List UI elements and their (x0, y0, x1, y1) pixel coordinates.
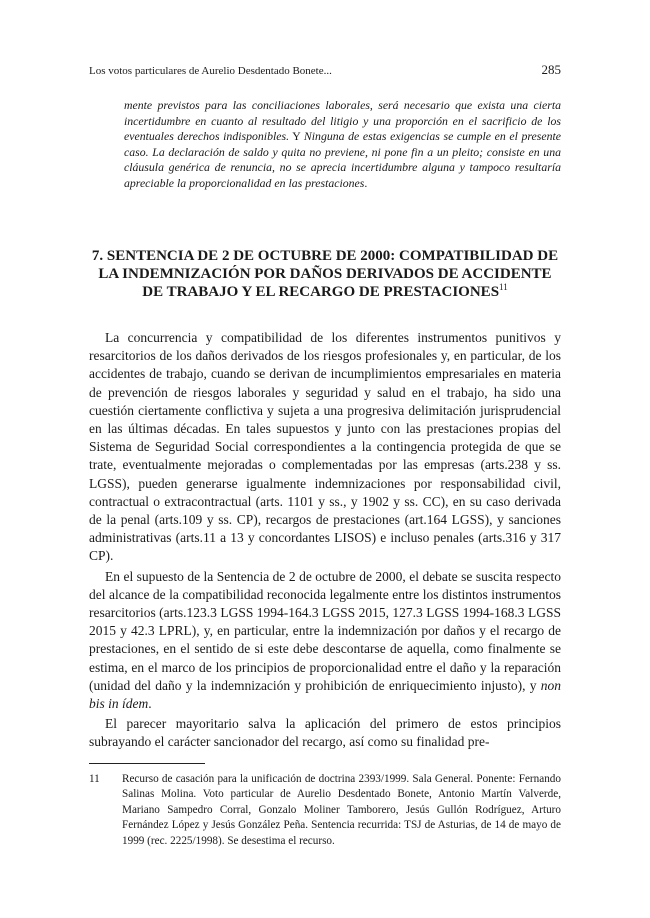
section-title-text: 7. SENTENCIA DE 2 DE OCTUBRE DE 2000: COMPATIBILIDAD DE LA INDEMNIZACIÓN POR DAÑOS DERIVADOS DE ACCIDENTE DE TRABAJO Y EL RECARGO DE PRESTACIONES (91, 248, 559, 300)
quote-text-1: mente previstos para las conciliaciones laborales, será necesario que exista una cierta incertidumbre en cuanto al resultado del litigio y una proporción en el sacrificio de los eventuales derechos indisponibles. (124, 98, 561, 143)
quote-end: . (364, 175, 368, 190)
page-header (89, 62, 561, 78)
paragraph-2-end: . (148, 696, 152, 712)
paragraph-2-latin: non bis in ídem (89, 677, 561, 712)
footnote-reference[interactable]: 11 (499, 282, 508, 292)
paragraph-3: El parecer mayoritario salva la aplicación del primero de estos principios subrayando el carácter sancionador del recargo, así como su finalidad pre- (89, 716, 561, 750)
paragraph-2-text: En el supuesto de la Sentencia de 2 de octubre de 2000, el debate se suscita respecto del alcance de la compatibilidad reconocida legalmente entre los distintos instrumentos resarcitorios (arts.123.3 LGSS 1994-164.3 LGSS 2015, 127.3 LGSS 1994-168.3 LGSS 2015 y 42.3 LPRL), y, en particular, entre la indemnización por daños y el recargo de prestaciones, en el sentido de si este debe descontarse de aquella, como finalmente se estima, en el marco de los principios de proporcionalidad entre el daño y la reparación (unidad del daño y la indemnización y prohibición de enriquecimiento injusto), y (89, 568, 561, 693)
footnote-divider (89, 763, 205, 764)
block-quote (124, 98, 561, 191)
footnote-text: Recurso de casación para la unificación de doctrina 2393/1999. Sala General. Ponente: Fernando Salinas Molina. Voto particular de Aurelio Desdentado Bonete, Antonio Martín Valverde, Mariano Sampedro Corral, Gonzalo Moliner Tamborero, Jesús Gullón Rodríguez, Arturo Fernández López y Jesús González Peña. Sentencia recurrida: TSJ de Asturias, de 14 de mayo de 1999 (rec. 2225/1998). Se desestima el recurso. (122, 773, 561, 847)
page-number: 285 (541, 62, 561, 77)
running-title: Los votos particulares de Aurelio Desdentado Bonete... (89, 65, 332, 77)
quote-connector: Y (289, 129, 304, 143)
footnote (89, 772, 561, 849)
body-text (89, 329, 561, 754)
section-heading (89, 247, 561, 301)
quote-text-2: Ninguna de estas exigencias se cumple en el presente caso. La declaración de saldo y quita no previene, ni pone fin a un pleito; consiste en una cláusula genérica de renuncia, no se aprecia incertidumbre alguna y tampoco resultaría apreciable la proporcionalidad en las prestaciones (124, 129, 562, 190)
paragraph-1: La concurrencia y compatibilidad de los diferentes instrumentos punitivos y resarcitorios de los daños derivados de los riesgos profesionales y, en particular, de los accidentes de trabajo, cuando se derivan de incumplimientos empresariales en materia de prevención de riesgos laborales y seguridad y salud en el trabajo, ha sido una cuestión ciertamente conflictiva y sujeta a una progresiva delimitación jurisprudencial en las últimas décadas. En tales supuestos y junto con las prestaciones propias del Sistema de Seguridad Social correspondientes a la contingencia protegida de que se trate, eventualmente mejoradas o complementadas por las empresas (arts.238 y ss. LGSS), pueden generarse igualmente indemnizaciones por responsabilidad civil, contractual o extracontractual (arts. 1101 y ss., y 1902 y ss. CC), en su caso derivada de la penal (arts.109 y ss. CP), recargos de prestaciones (art.164 LGSS), y sanciones administrativas (arts.11 a 13 y concordantes LISOS) e incluso penales (arts.316 y 317 CP). (89, 330, 561, 564)
footnote-number: 11 (89, 773, 100, 785)
paragraph-2 (89, 568, 561, 714)
